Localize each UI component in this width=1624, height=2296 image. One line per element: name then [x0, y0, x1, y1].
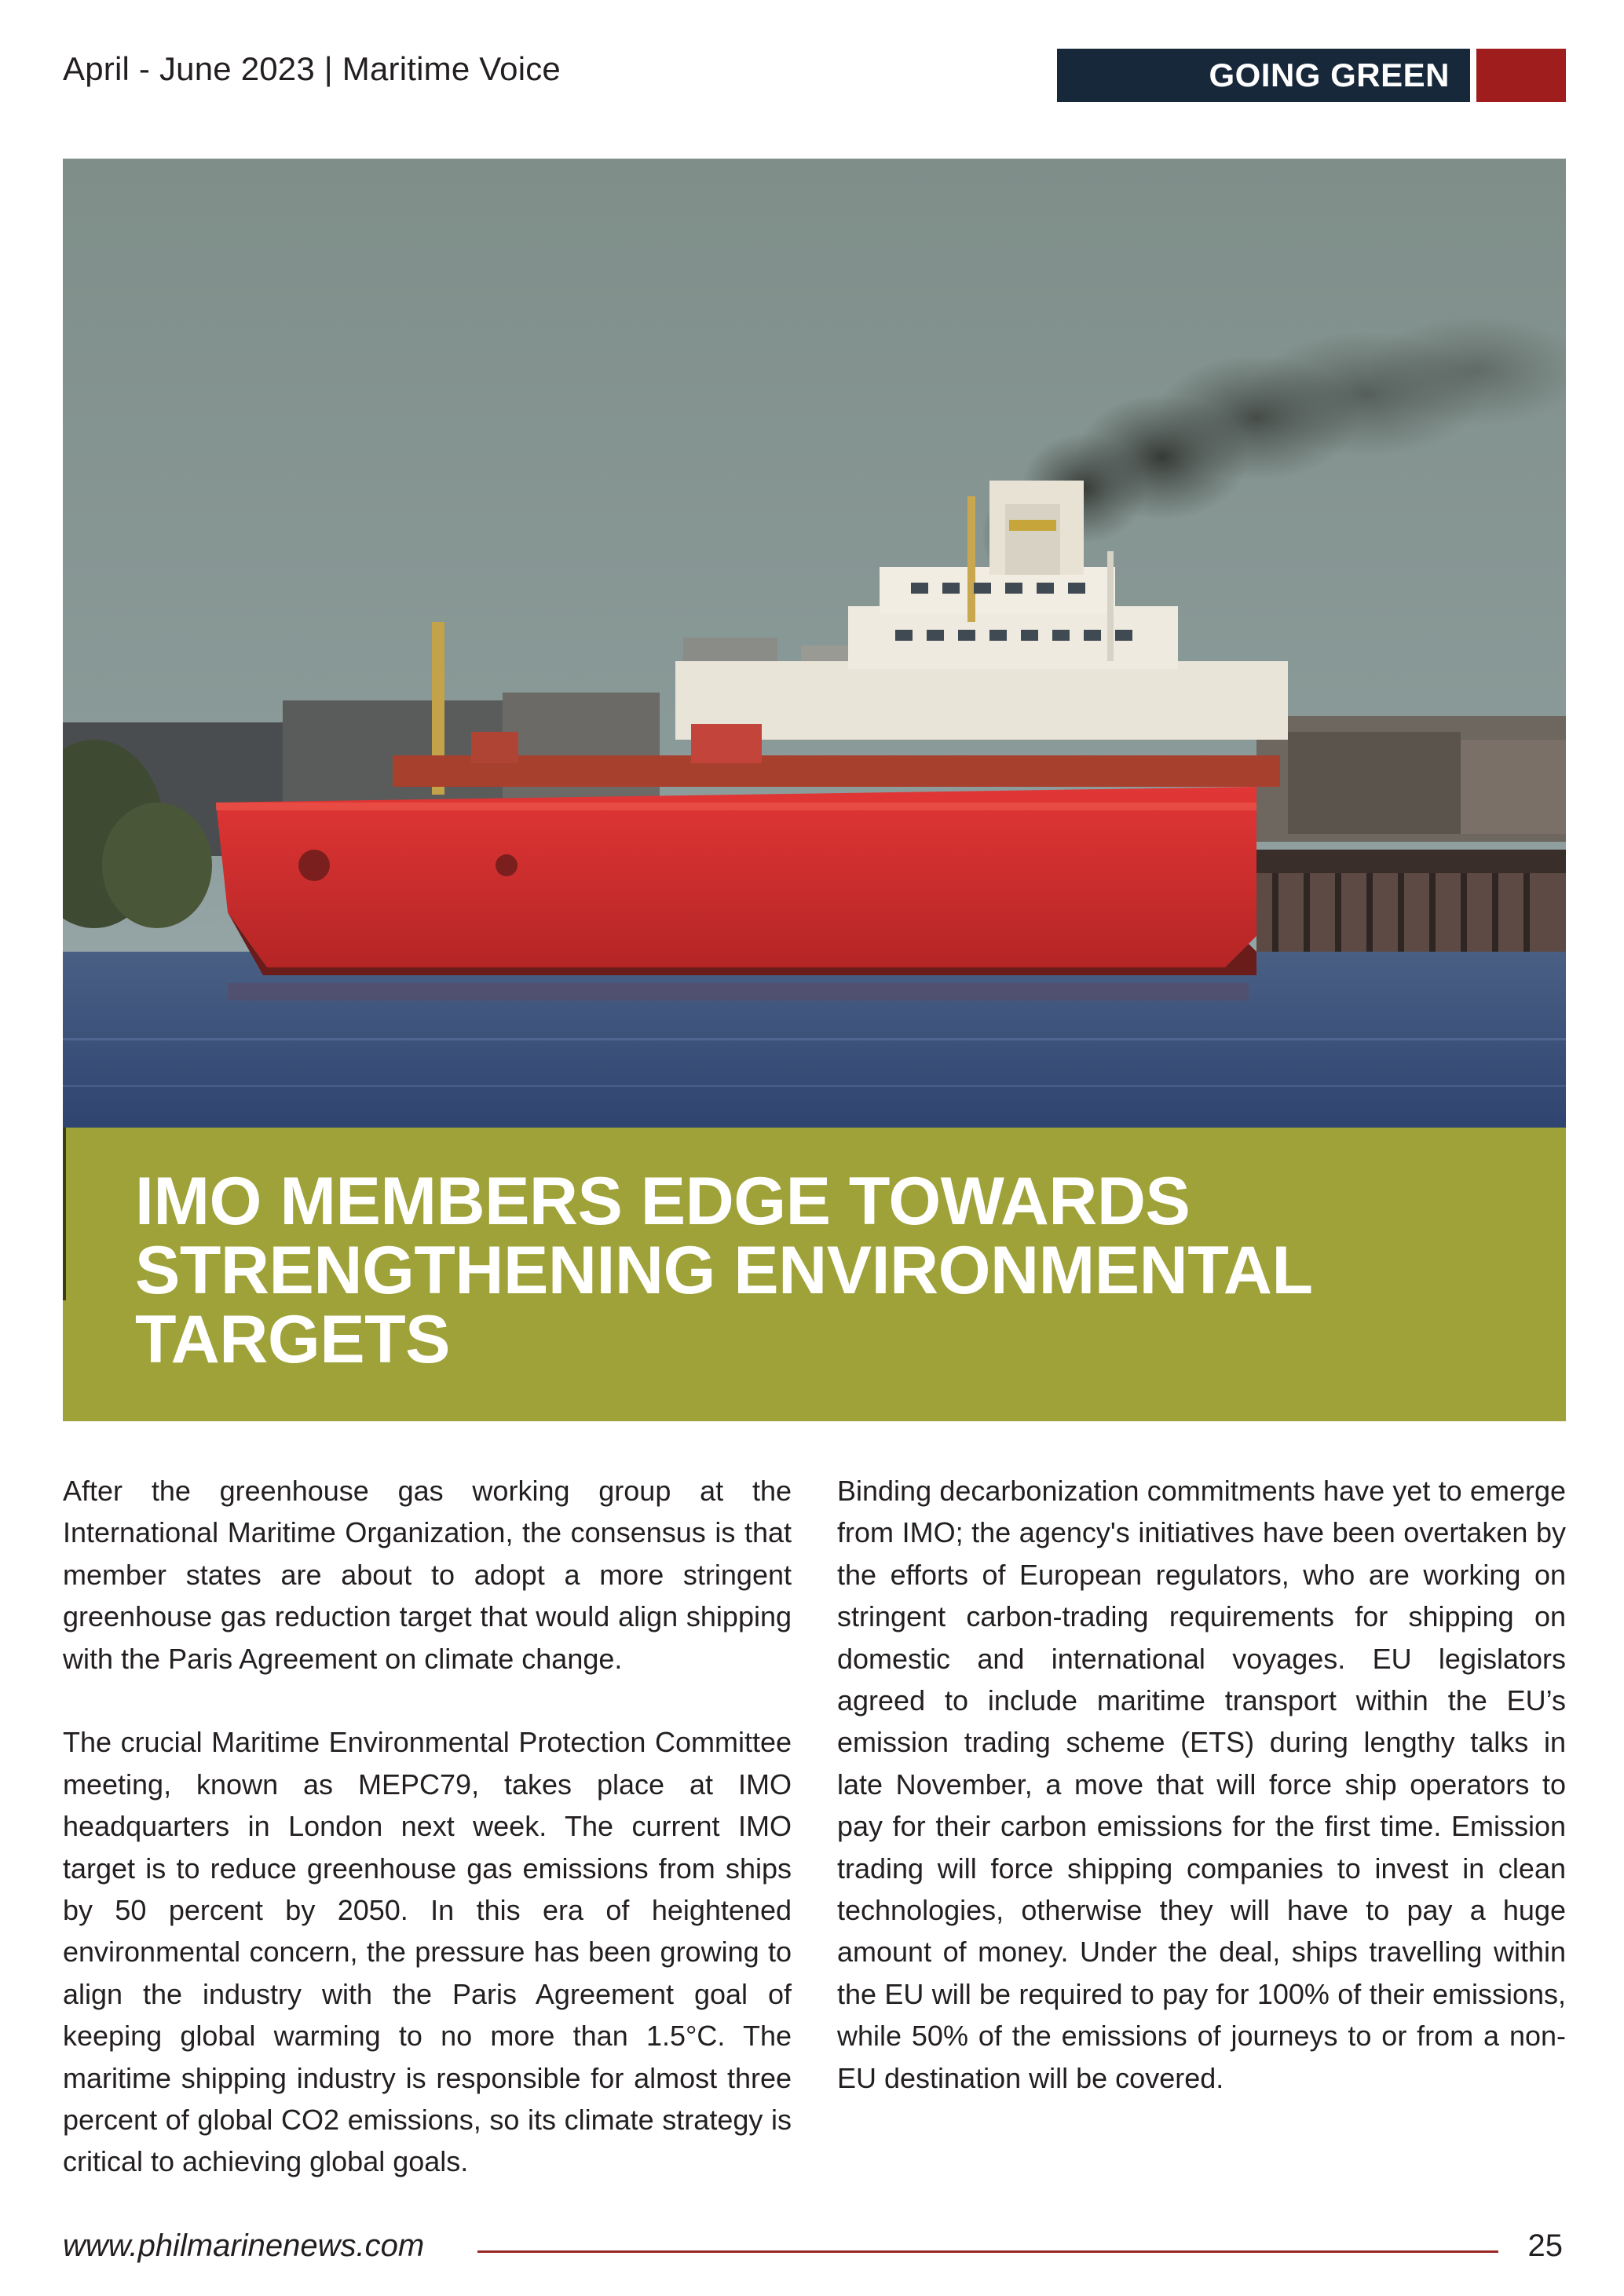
footer-rule	[477, 2250, 1498, 2253]
article-column-left	[63, 1470, 792, 2183]
tanker-ship-illustration	[63, 159, 1566, 1128]
section-tag-accent	[1476, 49, 1566, 102]
issue-line: April - June 2023 | Maritime Voice	[63, 50, 561, 87]
hero-photo	[63, 159, 1566, 1128]
article-column-right	[837, 1470, 1566, 2099]
headline-band	[63, 1128, 1566, 1421]
section-tag-label: GOING GREEN	[1209, 57, 1450, 93]
article-paragraph: Binding decarbonization commitments have yet to emerge from IMO; the agency's initiatives have been overtaken by the efforts of European regulators, who are working on stringent carbon-trading requirements for shipping on domestic and international voyages. EU legislators agreed to include maritime transport within the EU’s emission trading scheme (ETS) during lengthy talks in late November, a move that will force ship operators to pay for their carbon emissions for the first time. Emission trading will force shipping companies to invest in clean technologies, otherwise they will have to pay a huge amount of money. Under the deal, ships travelling within the EU will be required to pay for 100% of their emissions, while 50% of the emissions of journeys to or from a non-EU destination will be covered.	[837, 1475, 1566, 2094]
article-paragraph: After the greenhouse gas working group at the International Maritime Organization, the consensus is that member states are about to adopt a more stringent greenhouse gas reduction target that would align shipping with the Paris Agreement on climate change.	[63, 1475, 792, 1675]
article-headline: IMO MEMBERS EDGE TOWARDS STRENGTHENING ENVIRONMENTAL TARGETS	[135, 1164, 1311, 1377]
page-number: 25	[1527, 2228, 1563, 2263]
footer-url[interactable]: www.philmarinenews.com	[63, 2228, 425, 2263]
headline-accent-bar	[63, 1128, 66, 1300]
article-paragraph: The crucial Maritime Environmental Protection Committee meeting, known as MEPC79, takes place at IMO headquarters in London next week. The current IMO target is to reduce greenhouse gas emissions from ships by 50 percent by 2050. In this era of heightened environmental concern, the pressure has been growing to align the industry with the Paris Agreement goal of keeping global warming to no more than 1.5°C. The maritime shipping industry is responsible for almost three percent of global CO2 emissions, so its climate strategy is critical to achieving global goals.	[63, 1726, 792, 2178]
section-tag	[1057, 49, 1470, 102]
